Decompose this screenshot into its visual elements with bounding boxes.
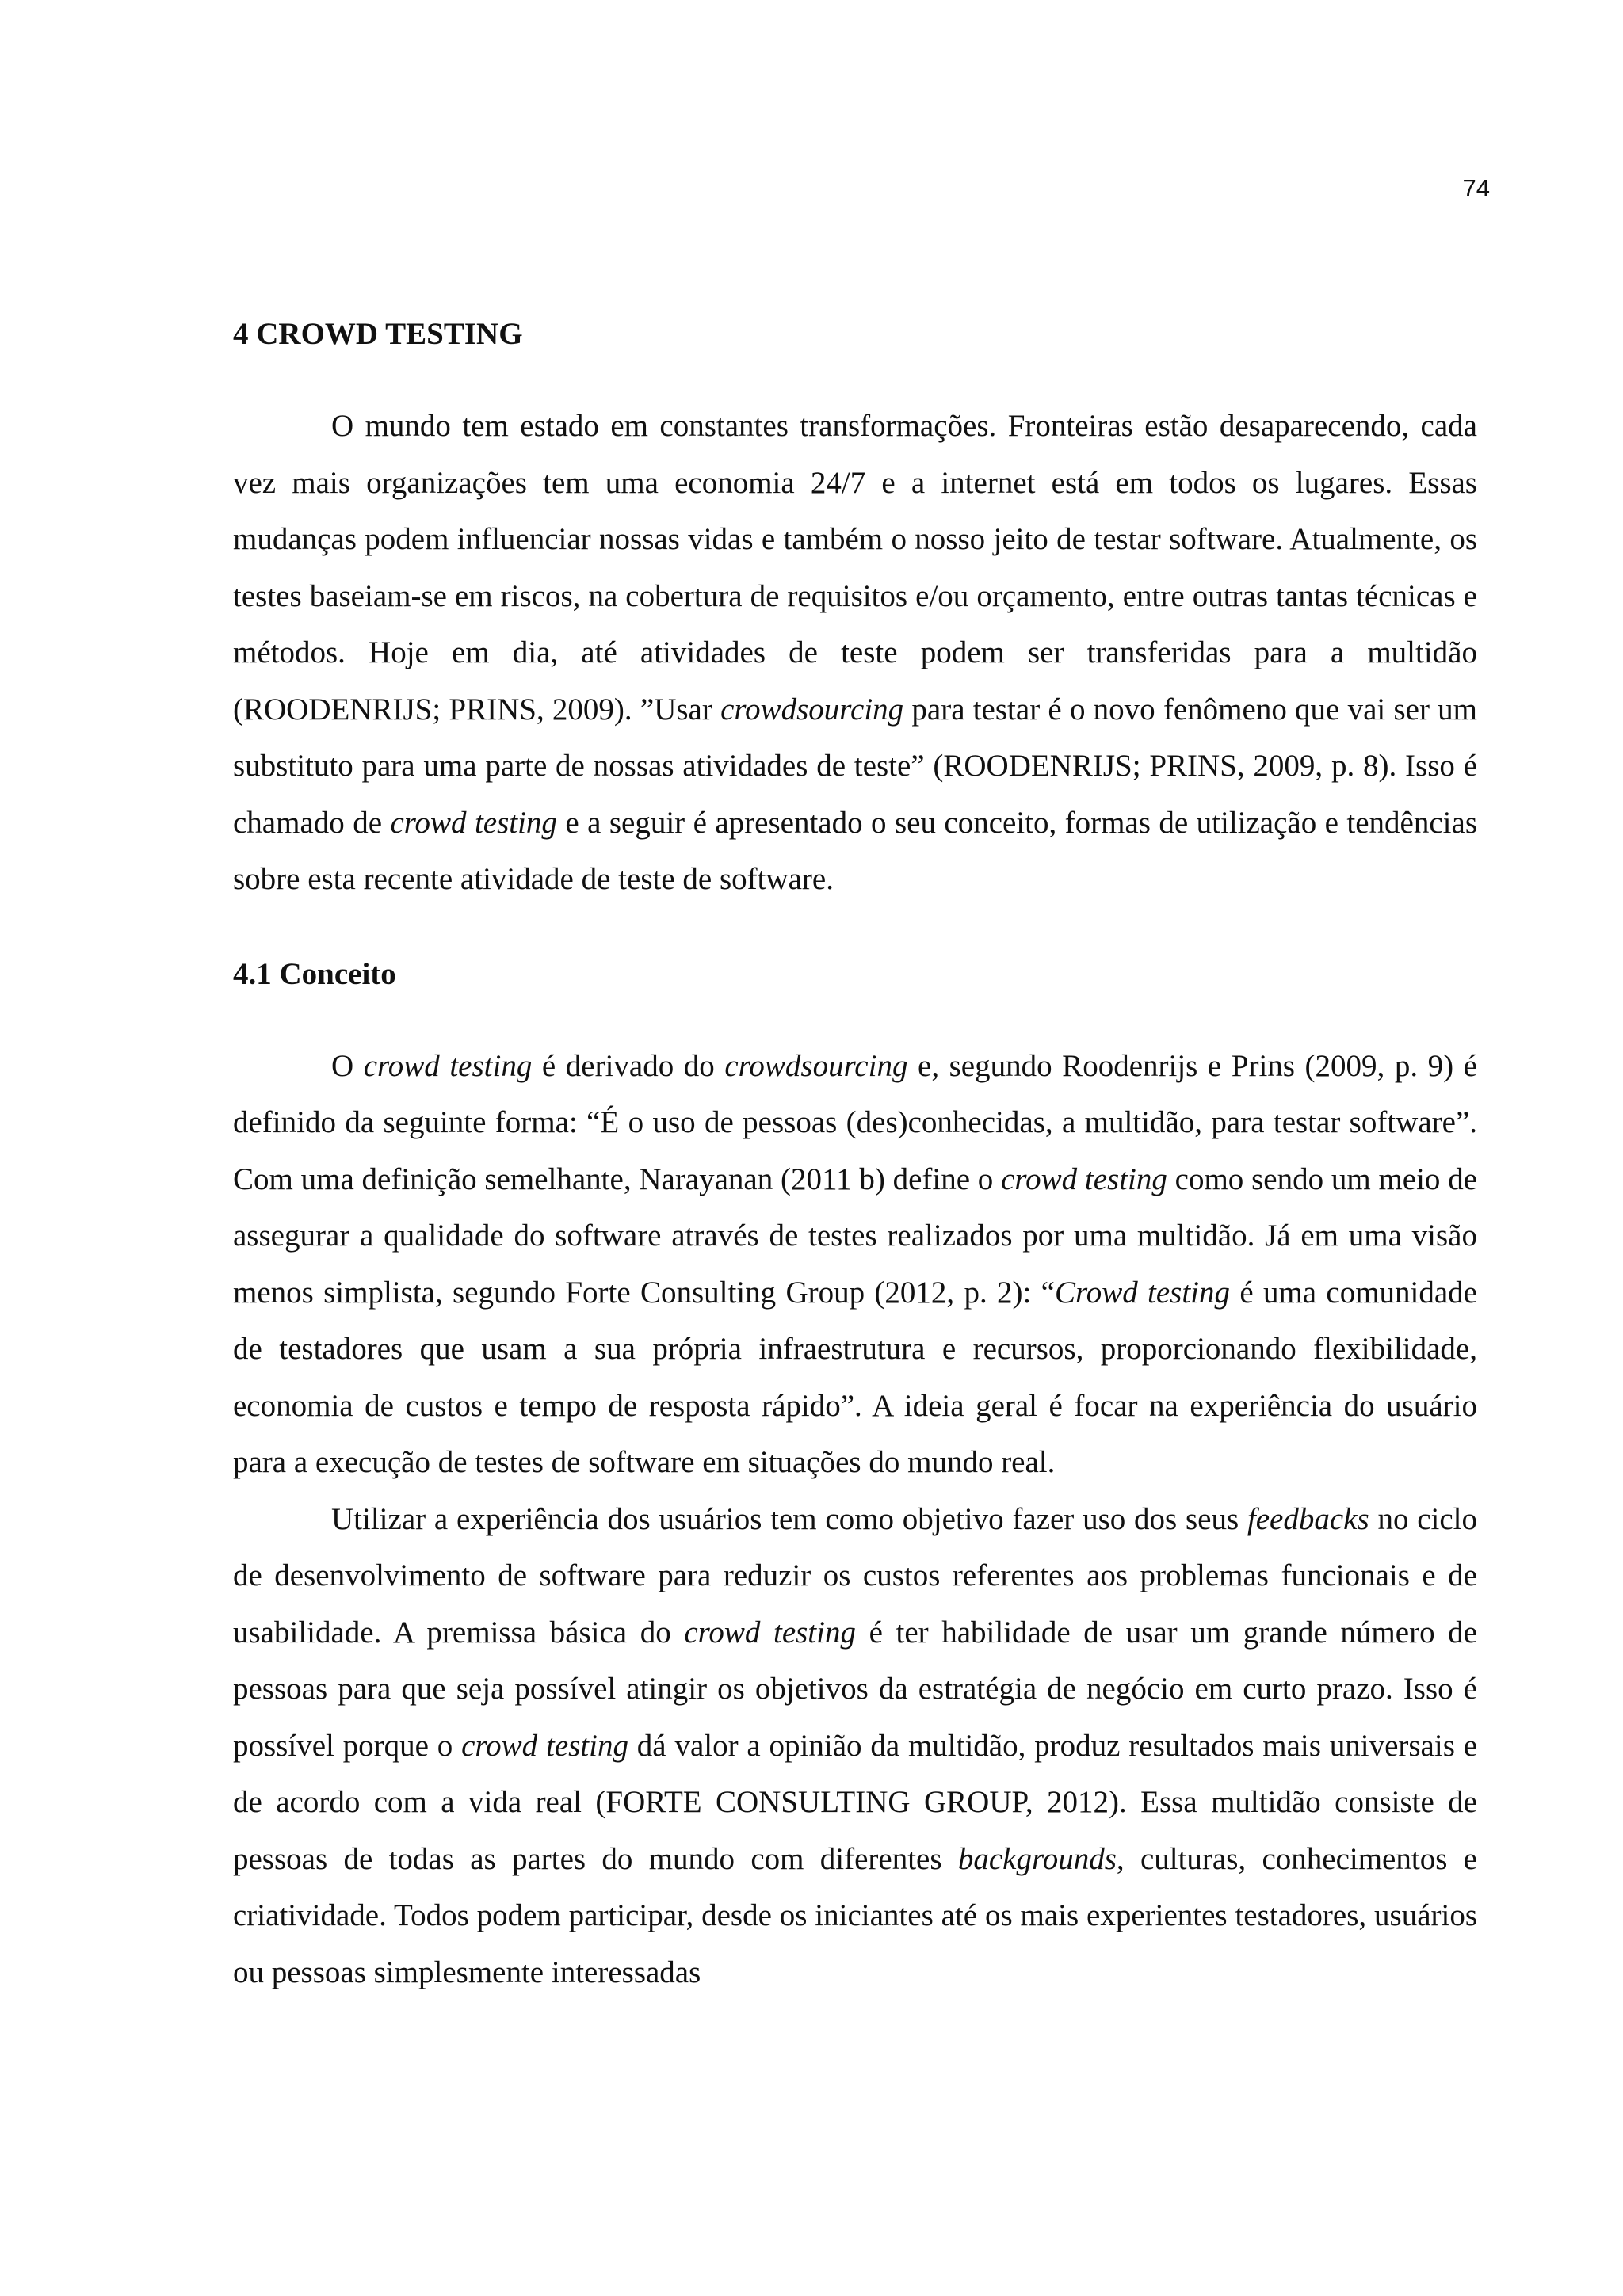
paragraph-text: O mundo tem estado em constantes transformações. Fronteiras estão desaparecendo, cada vez mais organizações tem uma economia 24/7 e a internet está em todos os lugares. Essas mudanças podem influenciar nossas vidas e também o nosso jeito de testar software. Atualmente, os testes baseiam-se em riscos, na cobertura de requisitos e/ou orçamento, entre outras tantas técnicas e métodos. Hoje em dia, até atividades de teste podem ser transferidas para a multidão (ROODENRIJS; PRINS, 2009). ”Usar xyxy=(233,409,1477,727)
paragraph-text: e, segundo Roodenrijs e Prins (2009, p. 9) é definido da seguinte forma: “É o uso de pessoas (des)conhecidas, a multidão, para testar software”. Com uma definição semelhante, Narayanan (2011 b) define o xyxy=(233,1048,1477,1196)
italic-term: crowd testing xyxy=(684,1615,856,1650)
italic-term: crowd testing xyxy=(363,1048,533,1083)
italic-term: crowd testing xyxy=(461,1728,628,1763)
page-number: 74 xyxy=(1462,174,1490,202)
paragraph-text: e a seguir é apresentado o seu conceito, formas de utilização e tendências sobre esta recente atividade de teste de software. xyxy=(233,805,1477,896)
section-title: 4.1 Conceito xyxy=(233,956,396,991)
body-paragraph xyxy=(233,1491,1477,2001)
paragraph-text: Utilizar a experiência dos usuários tem como objetivo fazer uso dos seus xyxy=(331,1501,1247,1536)
italic-term: crowdsourcing xyxy=(720,692,904,727)
section-paragraphs xyxy=(233,1038,1477,2001)
paragraph-text: como sendo um meio de assegurar a qualidade do software através de testes realizados por uma multidão. Já em uma visão menos simplista, segundo Forte Consulting Group (2012, p. 2): “ xyxy=(233,1161,1478,1310)
paragraph-text: dá valor a opinião da multidão, produz resultados mais universais e de acordo com a vida real (FORTE CONSULTING GROUP, 2012). Essa multidão consiste de pessoas de todas as partes do mundo com diferentes xyxy=(233,1728,1478,1876)
paragraph-text: no ciclo de desenvolvimento de software para reduzir os custos referentes aos problemas funcionais e de usabilidade. A premissa básica do xyxy=(233,1501,1478,1650)
paragraph-text: é ter habilidade de usar um grande número de pessoas para que seja possível atingir os objetivos da estratégia de negócio em curto prazo. Isso é possível porque o xyxy=(233,1615,1477,1763)
chapter-title: 4 CROWD TESTING xyxy=(233,317,523,351)
intro-paragraphs xyxy=(233,398,1477,908)
paragraph-text: O xyxy=(331,1048,364,1083)
italic-term: crowdsourcing xyxy=(724,1048,908,1083)
paragraph-text: é derivado do xyxy=(532,1048,725,1083)
paragraph-text: , culturas, conhecimentos e criatividade. Todos podem participar, desde os iniciantes até os mais experientes testadores, usuários ou pessoas simplesmente interessadas xyxy=(233,1841,1477,1989)
body-paragraph xyxy=(233,1038,1477,1491)
italic-term: crowd testing xyxy=(390,805,557,840)
italic-term: Crowd testing xyxy=(1054,1275,1231,1310)
italic-term: feedbacks xyxy=(1247,1501,1369,1536)
paragraph-text: para testar é o novo fenômeno que vai ser um substituto para uma parte de nossas atividades de teste” (ROODENRIJS; PRINS, 2009, p. 8). Isso é chamado de xyxy=(233,692,1477,840)
paragraph-text: é uma comunidade de testadores que usam a sua própria infraestrutura e recursos, proporcionando flexibilidade, economia de custos e tempo de resposta rápido”. A ideia geral é focar na experiência do usuário para a execução de testes de software em situações do mundo real. xyxy=(233,1275,1477,1479)
page-body xyxy=(233,311,1477,2000)
italic-term: backgrounds xyxy=(957,1841,1117,1876)
body-paragraph xyxy=(233,398,1477,908)
italic-term: crowd testing xyxy=(1001,1161,1167,1196)
